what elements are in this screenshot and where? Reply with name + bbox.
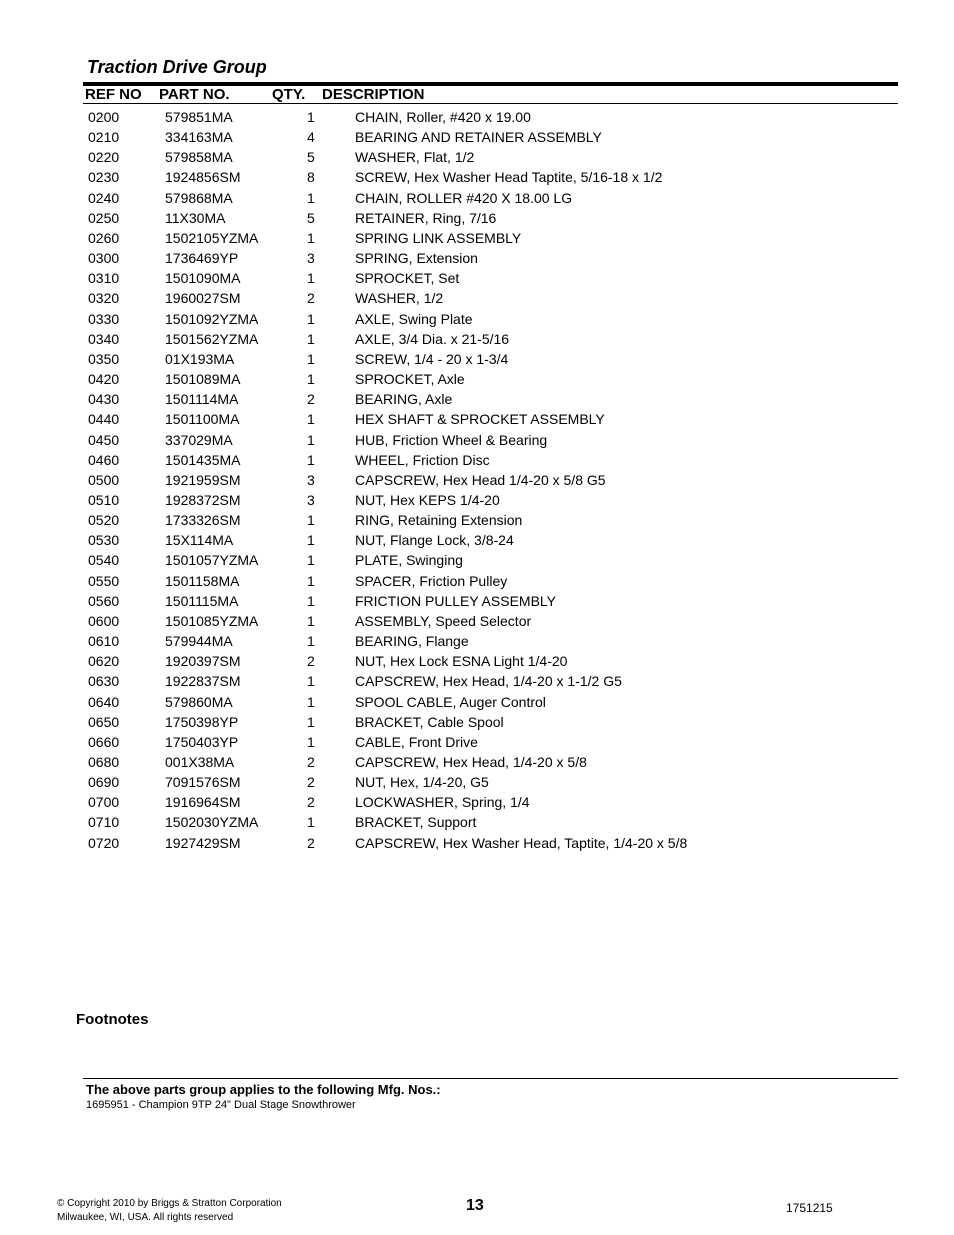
qty-cell: 1 <box>307 713 315 730</box>
part-no-cell: 11X30MA <box>165 209 226 226</box>
part-no-cell: 001X38MA <box>165 754 235 770</box>
ref-no-cell: 0420 <box>88 371 120 388</box>
part-no-cell: 1916964SM <box>165 794 241 811</box>
description-cell: NUT, Hex, 1/4-20, G5 <box>355 774 489 791</box>
part-no-cell: 1927429SM <box>165 834 241 851</box>
ref-no-cell: 0200 <box>88 109 120 125</box>
qty-cell: 1 <box>307 552 315 569</box>
ref-no-cell: 0210 <box>88 129 120 146</box>
part-no-cell: 579868MA <box>165 189 233 206</box>
column-header-ref-no: REF NO <box>85 86 142 103</box>
description-cell: SPROCKET, Set <box>355 270 460 287</box>
part-no-cell: 1501158MA <box>165 572 240 589</box>
part-no-cell: 1501562YZMA <box>165 330 259 347</box>
qty-cell: 1 <box>307 270 315 287</box>
ref-no-cell: 0710 <box>88 814 120 831</box>
description-cell: WASHER, Flat, 1/2 <box>355 149 475 166</box>
description-cell: SCREW, 1/4 - 20 x 1-3/4 <box>355 350 509 367</box>
ref-no-cell: 0340 <box>88 330 120 347</box>
part-no-cell: 579858MA <box>165 149 233 166</box>
table-row <box>0 329 954 349</box>
ref-no-cell: 0630 <box>88 673 120 690</box>
qty-cell: 1 <box>307 431 315 448</box>
qty-cell: 2 <box>307 834 315 851</box>
table-row <box>0 147 954 167</box>
table-row <box>0 208 954 228</box>
part-no-cell: 1501114MA <box>165 391 239 408</box>
part-no-cell: 334163MA <box>165 129 233 146</box>
ref-no-cell: 0530 <box>88 532 120 549</box>
table-row <box>0 812 954 832</box>
part-no-cell: 1501085YZMA <box>165 612 259 629</box>
ref-no-cell: 0550 <box>88 572 120 589</box>
ref-no-cell: 0250 <box>88 209 120 226</box>
description-cell: BRACKET, Support <box>355 814 477 831</box>
ref-no-cell: 0660 <box>88 733 120 750</box>
ref-no-cell: 0680 <box>88 754 120 770</box>
column-header-description: DESCRIPTION <box>322 86 425 103</box>
table-header <box>85 86 898 103</box>
description-cell: PLATE, Swinging <box>355 552 463 569</box>
qty-cell: 1 <box>307 592 315 609</box>
ref-no-cell: 0640 <box>88 693 120 710</box>
description-cell: SPRING, Extension <box>355 250 478 267</box>
ref-no-cell: 0460 <box>88 451 120 468</box>
table-row <box>0 712 954 732</box>
ref-no-cell: 0260 <box>88 229 120 246</box>
ref-no-cell: 0240 <box>88 189 120 206</box>
qty-cell: 1 <box>307 814 315 831</box>
description-cell: LOCKWASHER, Spring, 1/4 <box>355 794 530 811</box>
description-cell: RETAINER, Ring, 7/16 <box>355 209 497 226</box>
qty-cell: 1 <box>307 109 315 125</box>
part-no-cell: 579860MA <box>165 693 233 710</box>
table-row <box>0 490 954 510</box>
qty-cell: 1 <box>307 330 315 347</box>
qty-cell: 5 <box>307 149 315 166</box>
ref-no-cell: 0560 <box>88 592 120 609</box>
ref-no-cell: 0230 <box>88 169 120 186</box>
part-no-cell: 1928372SM <box>165 491 241 508</box>
part-no-cell: 1501089MA <box>165 371 241 388</box>
part-no-cell: 579944MA <box>165 633 233 650</box>
qty-cell: 1 <box>307 572 315 589</box>
table-row <box>0 671 954 691</box>
description-cell: CAPSCREW, Hex Head, 1/4-20 x 1-1/2 G5 <box>355 673 622 690</box>
qty-cell: 2 <box>307 794 315 811</box>
description-cell: SPOOL CABLE, Auger Control <box>355 693 546 710</box>
description-cell: FRICTION PULLEY ASSEMBLY <box>355 592 556 609</box>
description-cell: WHEEL, Friction Disc <box>355 451 490 468</box>
qty-cell: 2 <box>307 290 315 307</box>
copyright-line: © Copyright 2010 by Briggs & Stratton Corporation <box>57 1198 282 1209</box>
table-row <box>0 772 954 792</box>
part-no-cell: 1501435MA <box>165 451 241 468</box>
table-row <box>0 571 954 591</box>
mfg-divider <box>83 1078 898 1079</box>
table-row <box>0 369 954 389</box>
description-cell: CAPSCREW, Hex Washer Head, Taptite, 1/4-20 x 5/8 <box>355 834 688 851</box>
table-row <box>0 167 954 187</box>
table-row <box>0 450 954 470</box>
description-cell: CHAIN, Roller, #420 x 19.00 <box>355 109 531 125</box>
part-no-cell: 1750398YP <box>165 713 239 730</box>
description-cell: NUT, Hex KEPS 1/4-20 <box>355 491 500 508</box>
qty-cell: 1 <box>307 512 315 529</box>
ref-no-cell: 0320 <box>88 290 120 307</box>
part-no-cell: 1501090MA <box>165 270 241 287</box>
ref-no-cell: 0350 <box>88 350 120 367</box>
qty-cell: 1 <box>307 612 315 629</box>
part-no-cell: 1960027SM <box>165 290 241 307</box>
qty-cell: 1 <box>307 693 315 710</box>
qty-cell: 1 <box>307 229 315 246</box>
ref-no-cell: 0510 <box>88 491 120 508</box>
table-row <box>0 248 954 268</box>
description-cell: WASHER, 1/2 <box>355 290 444 307</box>
qty-cell: 2 <box>307 653 315 670</box>
ref-no-cell: 0300 <box>88 250 120 267</box>
part-no-cell: 01X193MA <box>165 350 235 367</box>
qty-cell: 1 <box>307 633 315 650</box>
ref-no-cell: 0720 <box>88 834 120 851</box>
copyright <box>57 1197 282 1225</box>
part-no-cell: 1920397SM <box>165 653 241 670</box>
part-no-cell: 1921959SM <box>165 471 241 488</box>
description-cell: SPACER, Friction Pulley <box>355 572 508 589</box>
mfg-item: 1695951 - Champion 9TP 24" Dual Stage Snowthrower <box>86 1099 356 1111</box>
description-cell: CAPSCREW, Hex Head 1/4-20 x 5/8 G5 <box>355 471 606 488</box>
part-no-cell: 1922837SM <box>165 673 241 690</box>
part-no-cell: 1924856SM <box>165 169 241 186</box>
qty-cell: 1 <box>307 310 315 327</box>
qty-cell: 1 <box>307 411 315 428</box>
description-cell: RING, Retaining Extension <box>355 512 523 529</box>
qty-cell: 5 <box>307 209 315 226</box>
description-cell: SCREW, Hex Washer Head Taptite, 5/16-18 x 1/2 <box>355 169 663 186</box>
description-cell: CHAIN, ROLLER #420 X 18.00 LG <box>355 189 573 206</box>
qty-cell: 4 <box>307 129 315 146</box>
qty-cell: 3 <box>307 250 315 267</box>
qty-cell: 2 <box>307 774 315 791</box>
table-row <box>0 752 954 772</box>
ref-no-cell: 0500 <box>88 471 120 488</box>
description-cell: ASSEMBLY, Speed Selector <box>355 612 532 629</box>
qty-cell: 1 <box>307 532 315 549</box>
table-row <box>0 510 954 530</box>
mfg-title: The above parts group applies to the following Mfg. Nos.: <box>86 1082 441 1097</box>
table-row <box>0 268 954 288</box>
table-row <box>0 530 954 550</box>
ref-no-cell: 0610 <box>88 633 120 650</box>
part-no-cell: 579851MA <box>165 109 233 125</box>
ref-no-cell: 0650 <box>88 713 120 730</box>
part-no-cell: 1502105YZMA <box>165 229 259 246</box>
table-row <box>0 228 954 248</box>
description-cell: SPRING LINK ASSEMBLY <box>355 229 522 246</box>
parts-table <box>0 107 954 853</box>
part-no-cell: 1501092YZMA <box>165 310 259 327</box>
table-row <box>0 288 954 308</box>
part-no-cell: 7091576SM <box>165 774 241 791</box>
description-cell: BEARING, Flange <box>355 633 469 650</box>
qty-cell: 1 <box>307 189 315 206</box>
description-cell: CABLE, Front Drive <box>355 733 478 750</box>
ref-no-cell: 0520 <box>88 512 120 529</box>
description-cell: SPROCKET, Axle <box>355 371 465 388</box>
description-cell: BRACKET, Cable Spool <box>355 713 504 730</box>
table-row <box>0 833 954 853</box>
table-row <box>0 349 954 369</box>
ref-no-cell: 0430 <box>88 391 120 408</box>
ref-no-cell: 0700 <box>88 794 120 811</box>
table-row <box>0 309 954 329</box>
column-header-part-no: PART NO. <box>159 86 230 103</box>
description-cell: NUT, Hex Lock ESNA Light 1/4-20 <box>355 653 568 670</box>
page-number: 13 <box>466 1197 484 1214</box>
ref-no-cell: 0220 <box>88 149 120 166</box>
part-no-cell: 1750403YP <box>165 733 239 750</box>
table-row <box>0 389 954 409</box>
qty-cell: 8 <box>307 169 315 186</box>
ref-no-cell: 0600 <box>88 612 120 629</box>
table-row <box>0 188 954 208</box>
header-divider <box>83 103 898 104</box>
part-no-cell: 15X114MA <box>165 532 234 549</box>
part-no-cell: 1733326SM <box>165 512 241 529</box>
table-row <box>0 591 954 611</box>
qty-cell: 3 <box>307 471 315 488</box>
qty-cell: 1 <box>307 350 315 367</box>
table-row <box>0 107 954 127</box>
description-cell: AXLE, 3/4 Dia. x 21-5/16 <box>355 330 510 347</box>
footnotes-label: Footnotes <box>76 1011 149 1028</box>
table-row <box>0 792 954 812</box>
copyright-line: Milwaukee, WI, USA. All rights reserved <box>57 1212 234 1223</box>
description-cell: BEARING AND RETAINER ASSEMBLY <box>355 129 602 146</box>
part-no-cell: 1502030YZMA <box>165 814 259 831</box>
ref-no-cell: 0330 <box>88 310 120 327</box>
qty-cell: 1 <box>307 371 315 388</box>
table-row <box>0 409 954 429</box>
ref-no-cell: 0620 <box>88 653 120 670</box>
table-row <box>0 732 954 752</box>
description-cell: BEARING, Axle <box>355 391 453 408</box>
description-cell: HEX SHAFT & SPROCKET ASSEMBLY <box>355 411 605 428</box>
description-cell: AXLE, Swing Plate <box>355 310 473 327</box>
qty-cell: 2 <box>307 391 315 408</box>
part-no-cell: 1501100MA <box>165 411 240 428</box>
ref-no-cell: 0450 <box>88 431 120 448</box>
qty-cell: 3 <box>307 491 315 508</box>
ref-no-cell: 0310 <box>88 270 120 287</box>
table-row <box>0 550 954 570</box>
document-number: 1751215 <box>786 1201 833 1215</box>
ref-no-cell: 0690 <box>88 774 120 791</box>
qty-cell: 2 <box>307 754 315 770</box>
ref-no-cell: 0440 <box>88 411 120 428</box>
table-row <box>0 651 954 671</box>
page-title: Traction Drive Group <box>87 57 267 77</box>
table-row <box>0 611 954 631</box>
qty-cell: 1 <box>307 673 315 690</box>
column-header-qty: QTY. <box>272 86 306 103</box>
description-cell: NUT, Flange Lock, 3/8-24 <box>355 532 514 549</box>
table-row <box>0 631 954 651</box>
table-row <box>0 692 954 712</box>
table-row <box>0 430 954 450</box>
part-no-cell: 337029MA <box>165 431 233 448</box>
qty-cell: 1 <box>307 451 315 468</box>
description-cell: CAPSCREW, Hex Head, 1/4-20 x 5/8 <box>355 754 587 770</box>
description-cell: HUB, Friction Wheel & Bearing <box>355 431 548 448</box>
ref-no-cell: 0540 <box>88 552 120 569</box>
part-no-cell: 1501057YZMA <box>165 552 259 569</box>
table-row <box>0 470 954 490</box>
table-row <box>0 127 954 147</box>
part-no-cell: 1501115MA <box>165 592 239 609</box>
part-no-cell: 1736469YP <box>165 250 239 267</box>
qty-cell: 1 <box>307 733 315 750</box>
